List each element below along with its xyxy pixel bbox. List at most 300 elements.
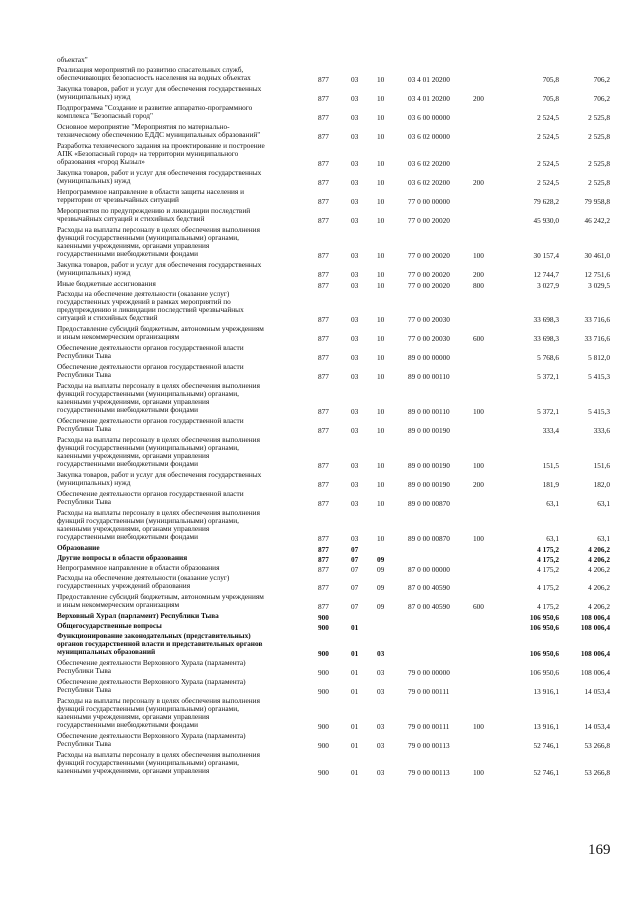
amount-year-1: 5 372,1 (537, 372, 559, 381)
amount-year-2: 14 053,4 (584, 722, 610, 731)
amount-year-1: 106 950,6 (529, 668, 559, 677)
section-code: 03 (351, 315, 359, 324)
admin-code: 877 (318, 545, 329, 554)
section-code: 07 (351, 555, 359, 564)
amount-year-2: 53 266,8 (584, 741, 610, 750)
amount-year-1: 181,9 (542, 480, 559, 489)
admin-code: 877 (318, 197, 329, 206)
description-line: Расходы на выплаты персоналу в целях обеспечения выполнения (57, 750, 260, 759)
amount-year-2: 151,6 (593, 461, 610, 470)
description-line: функций государственными (муниципальными) органами, (57, 704, 239, 713)
row-description (57, 632, 309, 656)
section-code: 01 (351, 741, 359, 750)
description-line: Расходы на выплаты персоналу в целях обеспечения выполнения (57, 696, 260, 705)
section-code: 03 (351, 372, 359, 381)
amount-year-2: 2 525,8 (588, 113, 610, 122)
subsection-code: 09 (377, 565, 385, 574)
amount-year-1: 63,1 (546, 499, 559, 508)
amount-year-1: 106 950,6 (529, 649, 559, 658)
target-article-code: 03 6 02 20200 (408, 159, 450, 168)
expense-type-code: 200 (473, 270, 484, 279)
description-line: предупреждению и ликвидации последствий чрезвычайных (57, 305, 244, 314)
row-description (57, 325, 309, 341)
row-description (57, 66, 309, 82)
target-article-code: 89 0 00 00000 (408, 353, 450, 362)
target-article-code: 89 0 00 00190 (408, 480, 450, 489)
subsection-code: 10 (377, 461, 385, 470)
description-line: образования «город Кызыл» (57, 157, 145, 166)
section-code: 03 (351, 159, 359, 168)
description-line: Республики Тыва (57, 351, 112, 360)
amount-year-2: 2 525,8 (588, 178, 610, 187)
admin-code: 877 (318, 565, 329, 574)
admin-code: 900 (318, 741, 329, 750)
section-code: 03 (351, 480, 359, 489)
target-article-code: 87 0 00 00000 (408, 565, 450, 574)
expense-type-code: 600 (473, 334, 484, 343)
section-code: 03 (351, 197, 359, 206)
description-line: казенными учреждениями, органами управления (57, 524, 210, 533)
section-code: 03 (351, 499, 359, 508)
description-line: Функционирование законодательных (представительных) (57, 631, 251, 640)
description-line: (муниципальных) нужд (57, 92, 131, 101)
section-code: 03 (351, 281, 359, 290)
row-description (57, 56, 309, 64)
section-code: 03 (351, 251, 359, 260)
section-code: 03 (351, 407, 359, 416)
description-line: Реализация мероприятий по развитию спасательных служб, (57, 65, 244, 74)
subsection-code: 10 (377, 216, 385, 225)
admin-code: 900 (318, 668, 329, 677)
admin-code: 877 (318, 132, 329, 141)
row-description (57, 622, 309, 630)
subsection-code: 03 (377, 768, 385, 777)
target-article-code: 03 6 02 20200 (408, 178, 450, 187)
description-line: Предоставление субсидий бюджетным, автономным учреждениям (57, 324, 264, 333)
amount-year-1: 33 698,3 (533, 315, 559, 324)
amount-year-1: 4 175,2 (537, 545, 559, 554)
amount-year-1: 151,5 (542, 461, 559, 470)
description-line: государственными внебюджетными фондами (57, 532, 199, 541)
section-code: 01 (351, 668, 359, 677)
row-description (57, 207, 309, 223)
amount-year-2: 63,1 (597, 534, 610, 543)
admin-code: 877 (318, 353, 329, 362)
target-article-code: 79 0 00 00000 (408, 668, 450, 677)
amount-year-2: 12 751,6 (584, 270, 610, 279)
subsection-code: 10 (377, 334, 385, 343)
description-line: функций государственными (муниципальными) органами, (57, 758, 239, 767)
admin-code: 877 (318, 178, 329, 187)
page-number: 169 (588, 842, 611, 858)
section-code: 01 (351, 768, 359, 777)
description-line: Мероприятия по предупреждению и ликвидации последствий (57, 206, 251, 215)
description-line: Обеспечение деятельности органов государственной власти (57, 362, 244, 371)
amount-year-1: 106 950,6 (529, 613, 559, 622)
row-description (57, 261, 309, 277)
subsection-code: 10 (377, 372, 385, 381)
description-line: Верховный Хурал (парламент) Республики Тыва (57, 611, 219, 620)
description-line: казенными учреждениями, органами управления (57, 766, 210, 775)
admin-code: 877 (318, 372, 329, 381)
target-article-code: 77 0 00 20020 (408, 251, 450, 260)
section-code: 01 (351, 722, 359, 731)
section-code: 01 (351, 623, 359, 632)
row-description (57, 169, 309, 185)
amount-year-2: 30 461,0 (584, 251, 610, 260)
amount-year-2: 14 053,4 (584, 687, 610, 696)
section-code: 03 (351, 216, 359, 225)
admin-code: 900 (318, 649, 329, 658)
admin-code: 877 (318, 555, 329, 564)
amount-year-1: 13 916,1 (533, 722, 559, 731)
description-line: казенными учреждениями, органами управления (57, 397, 210, 406)
admin-code: 877 (318, 583, 329, 592)
amount-year-1: 5 768,6 (537, 353, 559, 362)
expense-type-code: 100 (473, 534, 484, 543)
section-code: 03 (351, 426, 359, 435)
subsection-code: 10 (377, 407, 385, 416)
amount-year-1: 2 524,5 (537, 113, 559, 122)
description-line: Иные бюджетные ассигнования (57, 279, 156, 288)
admin-code: 877 (318, 159, 329, 168)
subsection-code: 10 (377, 75, 385, 84)
description-line: государственными внебюджетными фондами (57, 459, 199, 468)
section-code: 07 (351, 583, 359, 592)
row-description (57, 509, 309, 541)
description-line: государственными внебюджетными фондами (57, 249, 199, 258)
section-code: 07 (351, 545, 359, 554)
row-description (57, 697, 309, 729)
amount-year-2: 4 206,2 (588, 602, 610, 611)
admin-code: 900 (318, 722, 329, 731)
description-line: Обеспечение деятельности органов государственной власти (57, 416, 244, 425)
subsection-code: 10 (377, 251, 385, 260)
amount-year-2: 2 525,8 (588, 132, 610, 141)
amount-year-1: 4 175,2 (537, 583, 559, 592)
description-line: Общегосударственные вопросы (57, 621, 162, 630)
subsection-code: 10 (377, 315, 385, 324)
amount-year-1: 33 698,3 (533, 334, 559, 343)
amount-year-2: 63,1 (597, 499, 610, 508)
description-line: и иным некоммерческим организациям (57, 332, 180, 341)
description-line: государственных учреждений образования (57, 581, 191, 590)
amount-year-1: 45 930,0 (533, 216, 559, 225)
amount-year-2: 5 812,0 (588, 353, 610, 362)
expense-type-code: 200 (473, 94, 484, 103)
expense-type-code: 600 (473, 602, 484, 611)
target-article-code: 87 0 00 40590 (408, 602, 450, 611)
section-code: 03 (351, 94, 359, 103)
subsection-code: 03 (377, 668, 385, 677)
description-line: Непрограммное направление в области защиты населения и (57, 187, 245, 196)
amount-year-2: 3 029,5 (588, 281, 610, 290)
target-article-code: 89 0 00 00190 (408, 426, 450, 435)
description-line: Обеспечение деятельности Верховного Хурала (парламента) (57, 677, 246, 686)
amount-year-2: 706,2 (593, 94, 610, 103)
admin-code: 877 (318, 499, 329, 508)
row-description (57, 751, 309, 775)
row-description (57, 188, 309, 204)
description-line: АПК «Безопасный город» на территории муниципального (57, 149, 239, 158)
admin-code: 877 (318, 461, 329, 470)
target-article-code: 03 4 01 20200 (408, 75, 450, 84)
amount-year-1: 63,1 (546, 534, 559, 543)
row-description (57, 226, 309, 258)
subsection-code: 03 (377, 649, 385, 658)
section-code: 07 (351, 602, 359, 611)
admin-code: 877 (318, 94, 329, 103)
expense-type-code: 200 (473, 480, 484, 489)
amount-year-1: 52 746,1 (533, 768, 559, 777)
description-line: Обеспечение деятельности органов государственной власти (57, 489, 244, 498)
amount-year-2: 33 716,6 (584, 334, 610, 343)
description-line: комплекса "Безопасный город" (57, 111, 153, 120)
target-article-code: 79 0 00 00113 (408, 741, 450, 750)
description-line: государственными внебюджетными фондами (57, 405, 199, 414)
section-code: 03 (351, 461, 359, 470)
amount-year-2: 333,6 (593, 426, 610, 435)
admin-code: 900 (318, 623, 329, 632)
admin-code: 877 (318, 334, 329, 343)
description-line: обеспечивающих безопасность населения на водных объектах (57, 73, 251, 82)
amount-year-1: 2 524,5 (537, 132, 559, 141)
description-line: Обеспечение деятельности Верховного Хурала (парламента) (57, 731, 246, 740)
target-article-code: 79 0 00 00111 (408, 722, 450, 731)
description-line: территории от чрезвычайных ситуаций (57, 195, 179, 204)
amount-year-1: 3 027,9 (537, 281, 559, 290)
admin-code: 877 (318, 602, 329, 611)
amount-year-2: 108 006,4 (580, 668, 610, 677)
admin-code: 877 (318, 426, 329, 435)
admin-code: 877 (318, 315, 329, 324)
amount-year-2: 108 006,4 (580, 613, 610, 622)
subsection-code: 03 (377, 741, 385, 750)
description-line: ситуаций и стихийных бедствий (57, 313, 158, 322)
amount-year-2: 4 206,2 (588, 565, 610, 574)
amount-year-2: 4 206,2 (588, 555, 610, 564)
expense-type-code: 200 (473, 178, 484, 187)
description-line: объектах" (57, 55, 88, 64)
target-article-code: 77 0 00 20030 (408, 334, 450, 343)
description-line: (муниципальных) нужд (57, 268, 131, 277)
description-line: Республики Тыва (57, 685, 112, 694)
subsection-code: 10 (377, 132, 385, 141)
expense-type-code: 100 (473, 722, 484, 731)
expense-type-code: 100 (473, 251, 484, 260)
amount-year-2: 5 415,3 (588, 372, 610, 381)
subsection-code: 10 (377, 534, 385, 543)
amount-year-1: 333,4 (542, 426, 559, 435)
row-description (57, 544, 309, 552)
row-description (57, 123, 309, 139)
target-article-code: 79 0 00 00113 (408, 768, 450, 777)
target-article-code: 89 0 00 00870 (408, 499, 450, 508)
description-line: Расходы на выплаты персоналу в целях обеспечения выполнения (57, 225, 260, 234)
target-article-code: 87 0 00 40590 (408, 583, 450, 592)
description-line: функций государственными (муниципальными) органами, (57, 233, 239, 242)
amount-year-2: 2 525,8 (588, 159, 610, 168)
target-article-code: 77 0 00 20020 (408, 281, 450, 290)
target-article-code: 89 0 00 00110 (408, 372, 450, 381)
subsection-code: 10 (377, 499, 385, 508)
description-line: Республики Тыва (57, 497, 112, 506)
description-line: органов государственной власти и представительных органов (57, 639, 263, 648)
subsection-code: 03 (377, 687, 385, 696)
description-line: Закупка товаров, работ и услуг для обеспечения государственных (57, 84, 262, 93)
amount-year-1: 5 372,1 (537, 407, 559, 416)
row-description (57, 593, 309, 609)
description-line: Непрограммное направление в области образования (57, 563, 220, 572)
amount-year-2: 5 415,3 (588, 407, 610, 416)
admin-code: 877 (318, 534, 329, 543)
expense-type-code: 100 (473, 407, 484, 416)
row-description (57, 554, 309, 562)
subsection-code: 10 (377, 281, 385, 290)
amount-year-1: 52 746,1 (533, 741, 559, 750)
row-description (57, 290, 309, 322)
amount-year-2: 79 958,8 (584, 197, 610, 206)
amount-year-1: 705,8 (542, 94, 559, 103)
target-article-code: 03 4 01 20200 (408, 94, 450, 103)
subsection-code: 09 (377, 602, 385, 611)
amount-year-2: 182,0 (593, 480, 610, 489)
admin-code: 877 (318, 281, 329, 290)
description-line: Расходы на обеспечение деятельности (оказание услуг) (57, 573, 230, 582)
amount-year-2: 33 716,6 (584, 315, 610, 324)
description-line: Расходы на выплаты персоналу в целях обеспечения выполнения (57, 508, 260, 517)
section-code: 07 (351, 565, 359, 574)
row-description (57, 612, 309, 620)
description-line: Расходы на выплаты персоналу в целях обеспечения выполнения (57, 381, 260, 390)
description-line: Обеспечение деятельности Верховного Хурала (парламента) (57, 658, 246, 667)
admin-code: 877 (318, 407, 329, 416)
amount-year-1: 2 524,5 (537, 178, 559, 187)
description-line: (муниципальных) нужд (57, 478, 131, 487)
subsection-code: 10 (377, 353, 385, 362)
amount-year-1: 79 628,2 (533, 197, 559, 206)
target-article-code: 03 6 02 00000 (408, 132, 450, 141)
admin-code: 877 (318, 216, 329, 225)
target-article-code: 89 0 00 00870 (408, 534, 450, 543)
description-line: муниципальных образований (57, 647, 156, 656)
admin-code: 877 (318, 75, 329, 84)
section-code: 03 (351, 353, 359, 362)
description-line: Республики Тыва (57, 666, 112, 675)
admin-code: 877 (318, 480, 329, 489)
description-line: Обеспечение деятельности органов государственной власти (57, 343, 244, 352)
section-code: 03 (351, 270, 359, 279)
subsection-code: 09 (377, 583, 385, 592)
description-line: Республики Тыва (57, 739, 112, 748)
expense-type-code: 800 (473, 281, 484, 290)
amount-year-1: 4 175,2 (537, 565, 559, 574)
description-line: чрезвычайных ситуаций и стихийных бедствий (57, 214, 205, 223)
amount-year-2: 4 206,2 (588, 545, 610, 554)
row-description (57, 104, 309, 120)
row-description (57, 85, 309, 101)
subsection-code: 10 (377, 426, 385, 435)
subsection-code: 10 (377, 94, 385, 103)
row-description (57, 280, 309, 288)
description-line: Подпрограмма "Создание и развитие аппаратно-программного (57, 103, 253, 112)
amount-year-1: 106 950,6 (529, 623, 559, 632)
section-code: 03 (351, 534, 359, 543)
row-description (57, 659, 309, 675)
description-line: функций государственными (муниципальными) органами, (57, 516, 239, 525)
subsection-code: 10 (377, 113, 385, 122)
description-line: казенными учреждениями, органами управления (57, 451, 210, 460)
amount-year-2: 108 006,4 (580, 649, 610, 658)
target-article-code: 03 6 00 00000 (408, 113, 450, 122)
amount-year-1: 4 175,2 (537, 602, 559, 611)
row-description (57, 564, 309, 572)
description-line: Разработка технического задания на проектирование и построение (57, 141, 265, 150)
section-code: 01 (351, 687, 359, 696)
description-line: Расходы на обеспечение деятельности (оказание услуг) (57, 289, 230, 298)
subsection-code: 03 (377, 722, 385, 731)
description-line: Закупка товаров, работ и услуг для обеспечения государственных (57, 168, 262, 177)
row-description (57, 574, 309, 590)
description-line: Закупка товаров, работ и услуг для обеспечения государственных (57, 260, 262, 269)
admin-code: 900 (318, 687, 329, 696)
admin-code: 877 (318, 113, 329, 122)
section-code: 03 (351, 75, 359, 84)
row-description (57, 678, 309, 694)
row-description (57, 732, 309, 748)
amount-year-1: 2 524,5 (537, 159, 559, 168)
amount-year-1: 4 175,2 (537, 555, 559, 564)
amount-year-1: 705,8 (542, 75, 559, 84)
expense-type-code: 100 (473, 768, 484, 777)
subsection-code: 10 (377, 480, 385, 489)
row-description (57, 417, 309, 433)
target-article-code: 89 0 00 00190 (408, 461, 450, 470)
row-description (57, 363, 309, 379)
description-line: казенными учреждениями, органами управления (57, 241, 210, 250)
amount-year-2: 53 266,8 (584, 768, 610, 777)
target-article-code: 89 0 00 00110 (408, 407, 450, 416)
admin-code: 900 (318, 768, 329, 777)
section-code: 03 (351, 334, 359, 343)
target-article-code: 79 0 00 00111 (408, 687, 450, 696)
description-line: функций государственными (муниципальными) органами, (57, 443, 239, 452)
description-line: Закупка товаров, работ и услуг для обеспечения государственных (57, 470, 262, 479)
amount-year-2: 4 206,2 (588, 583, 610, 592)
section-code: 03 (351, 178, 359, 187)
target-article-code: 77 0 00 20020 (408, 216, 450, 225)
amount-year-1: 30 157,4 (533, 251, 559, 260)
description-line: и иным некоммерческим организациям (57, 600, 180, 609)
description-line: Основное мероприятие "Мероприятия по материально- (57, 122, 230, 131)
amount-year-2: 46 242,2 (584, 216, 610, 225)
row-description (57, 142, 309, 166)
amount-year-2: 706,2 (593, 75, 610, 84)
description-line: техническому обеспечению ЕДДС муниципальных образований" (57, 130, 261, 139)
subsection-code: 09 (377, 555, 385, 564)
admin-code: 877 (318, 251, 329, 260)
amount-year-2: 108 006,4 (580, 623, 610, 632)
section-code: 03 (351, 132, 359, 141)
description-line: казенными учреждениями, органами управления (57, 712, 210, 721)
row-description (57, 471, 309, 487)
description-line: Другие вопросы в области образования (57, 553, 188, 562)
target-article-code: 77 0 00 20020 (408, 270, 450, 279)
row-description (57, 490, 309, 506)
section-code: 01 (351, 649, 359, 658)
target-article-code: 77 0 00 20030 (408, 315, 450, 324)
row-description (57, 382, 309, 414)
